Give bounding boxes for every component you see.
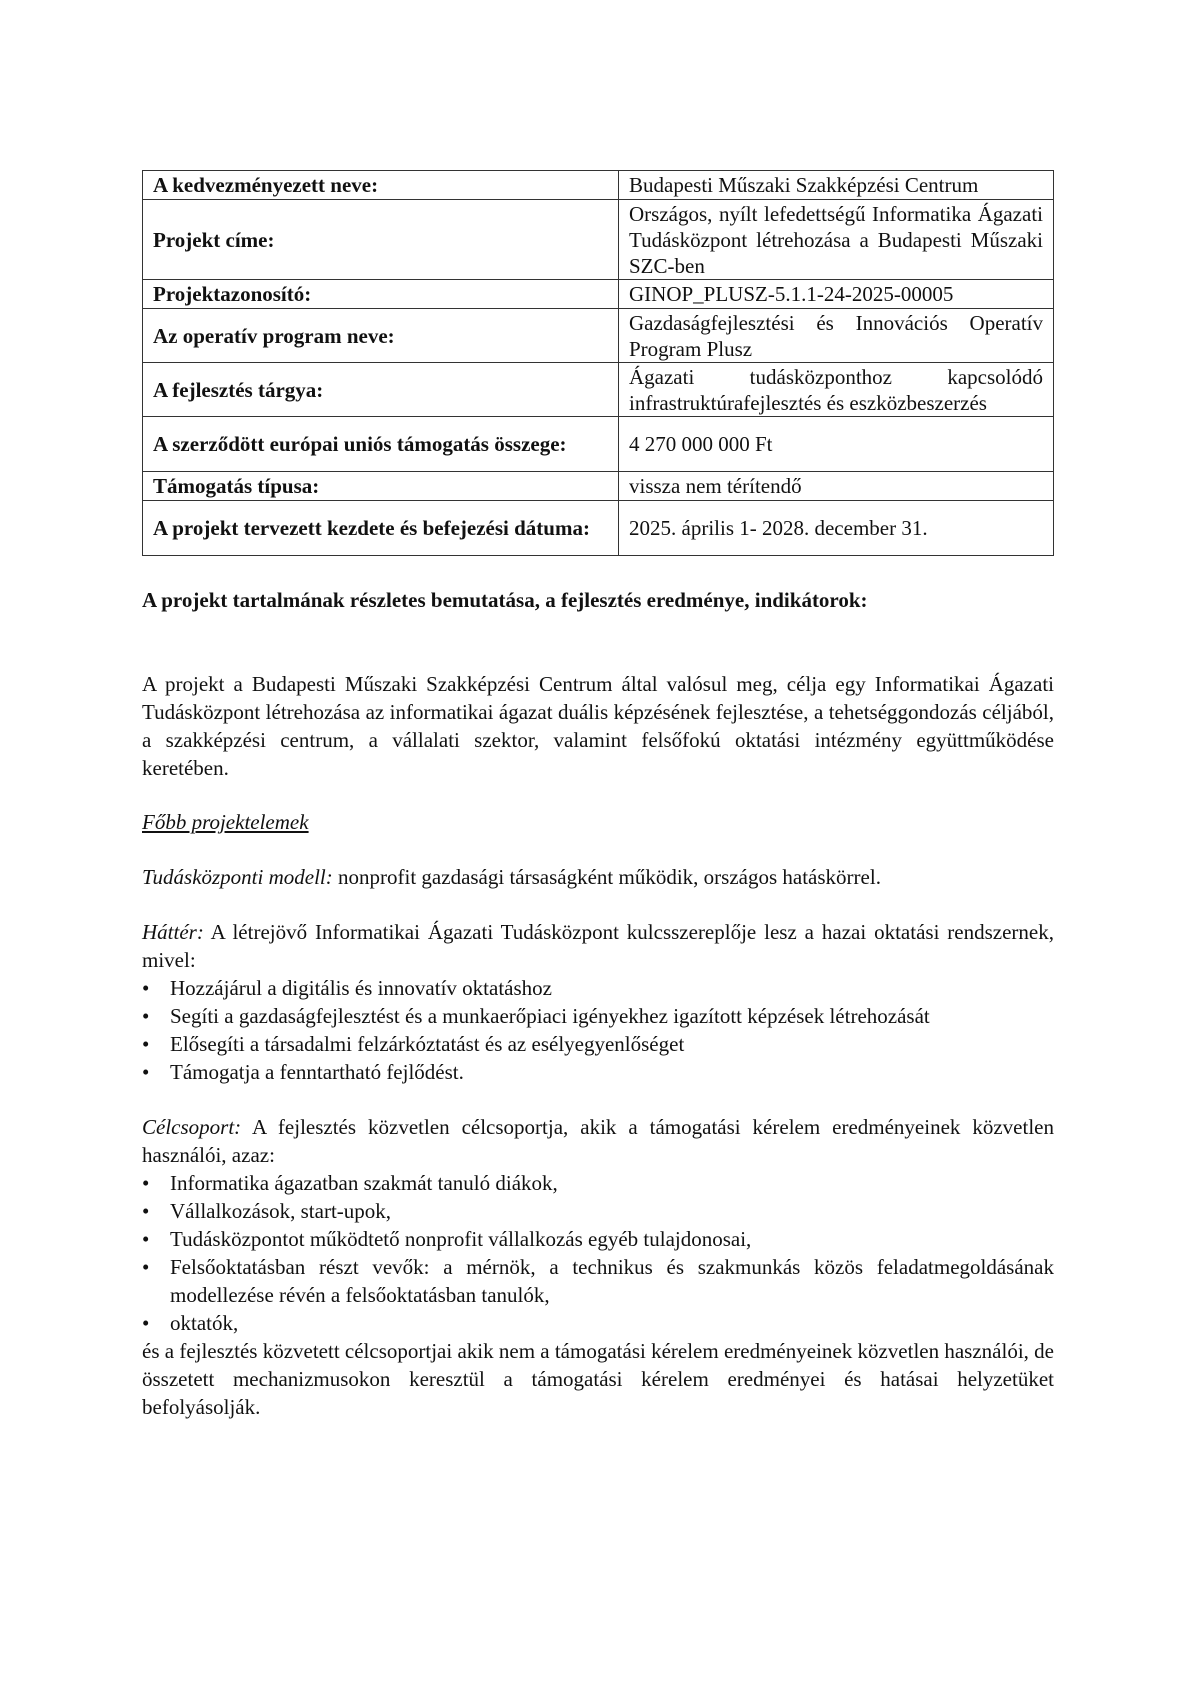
- bullet-icon: •: [142, 1060, 150, 1084]
- bullet-icon: •: [142, 1171, 150, 1195]
- document-page: [142, 170, 1054, 1421]
- model-label: Tudásközponti modell:: [142, 865, 333, 889]
- table-row: [143, 171, 1054, 200]
- list-item: [142, 1253, 1054, 1309]
- table-row: [143, 501, 1054, 556]
- model-text: nonprofit gazdasági társaságként működik, országos hatáskörrel.: [332, 865, 881, 889]
- background-section: [142, 918, 1054, 1086]
- list-item: [142, 1002, 1054, 1030]
- target-text: A fejlesztés közvetlen célcsoportja, akik a támogatási kérelem eredményeinek közvetlen használói, azaz:: [142, 1115, 1054, 1167]
- list-item-text: Segíti a gazdaságfejlesztést és a munkaerőpiaci igényekhez igazított képzések létrehozását: [170, 1004, 930, 1028]
- list-item-text: oktatók,: [170, 1311, 239, 1335]
- list-item: [142, 974, 1054, 1002]
- bullet-icon: •: [142, 1199, 150, 1223]
- project-info-table: [142, 170, 1054, 556]
- row-value: Gazdaságfejlesztési és Innovációs Operatív Program Plusz: [619, 309, 1054, 363]
- target-paragraph: [142, 1113, 1054, 1169]
- bullet-icon: •: [142, 1004, 150, 1028]
- row-label: Támogatás típusa:: [143, 472, 619, 501]
- background-label: Háttér:: [142, 920, 204, 944]
- table-row: [143, 417, 1054, 472]
- list-item-text: Felsőoktatásban részt vevők: a mérnök, a technikus és szakmunkás közös feladatmegoldásának modellezése révén a felsőoktatásban tanulók,: [170, 1255, 1054, 1307]
- target-closing: és a fejlesztés közvetett célcsoportjai akik nem a támogatási kérelem eredményeinek közvetlen használói, de összetett mechanizmusokon keresztül a támogatási kérelem eredményei és hatásai helyzetüket befolyásolják.: [142, 1339, 1054, 1419]
- table-row: [143, 309, 1054, 363]
- intro-paragraph: A projekt a Budapesti Műszaki Szakképzési Centrum által valósul meg, célja egy Informatikai Ágazati Tudásközpont létrehozása az informatikai ágazat duális képzésének fejlesztése, a tehetséggondozás céljából, a szakképzési centrum, a vállalati szektor, valamint felsőfokú oktatási intézmény együttműködése keretében.: [142, 672, 1054, 780]
- list-item: [142, 1309, 1054, 1337]
- model-paragraph: [142, 863, 1054, 891]
- bullet-icon: •: [142, 1311, 150, 1335]
- list-item-text: Informatika ágazatban szakmát tanuló diákok,: [170, 1171, 558, 1195]
- row-label: A projekt tervezett kezdete és befejezési dátuma:: [143, 501, 619, 556]
- list-item-text: Támogatja a fenntartható fejlődést.: [170, 1060, 464, 1084]
- list-item: [142, 1197, 1054, 1225]
- row-value: vissza nem térítendő: [619, 472, 1054, 501]
- list-item-text: Elősegíti a társadalmi felzárkóztatást és az esélyegyenlőséget: [170, 1032, 685, 1056]
- list-item-text: Hozzájárul a digitális és innovatív oktatáshoz: [170, 976, 552, 1000]
- list-item: [142, 1058, 1054, 1086]
- target-list: [142, 1169, 1054, 1337]
- row-label: Projekt címe:: [143, 200, 619, 280]
- row-label: A fejlesztés tárgya:: [143, 363, 619, 417]
- list-item-text: Vállalkozások, start-upok,: [170, 1199, 392, 1223]
- row-value: Országos, nyílt lefedettségű Informatika Ágazati Tudásközpont létrehozása a Budapesti Műszaki SZC-ben: [619, 200, 1054, 280]
- table-row: [143, 280, 1054, 309]
- table-row: [143, 472, 1054, 501]
- row-label: A kedvezményezett neve:: [143, 171, 619, 200]
- bullet-icon: •: [142, 1255, 150, 1279]
- row-value: Ágazati tudásközponthoz kapcsolódó infrastruktúrafejlesztés és eszközbeszerzés: [619, 363, 1054, 417]
- row-value: Budapesti Műszaki Szakképzési Centrum: [619, 171, 1054, 200]
- bullet-icon: •: [142, 976, 150, 1000]
- list-item: [142, 1225, 1054, 1253]
- section-title: Főbb projektelemek: [142, 810, 309, 834]
- row-label: A szerződött európai uniós támogatás összege:: [143, 417, 619, 472]
- list-item-text: Tudásközpontot működtető nonprofit vállalkozás egyéb tulajdonosai,: [170, 1227, 752, 1251]
- row-value: 2025. április 1- 2028. december 31.: [619, 501, 1054, 556]
- list-item: [142, 1169, 1054, 1197]
- row-label: Az operatív program neve:: [143, 309, 619, 363]
- background-list: [142, 974, 1054, 1086]
- content-heading: A projekt tartalmának részletes bemutatása, a fejlesztés eredménye, indikátorok:: [142, 588, 868, 612]
- bullet-icon: •: [142, 1032, 150, 1056]
- target-section: [142, 1113, 1054, 1421]
- row-value: 4 270 000 000 Ft: [619, 417, 1054, 472]
- background-text: A létrejövő Informatikai Ágazati Tudásközpont kulcsszereplője lesz a hazai oktatási rendszernek, mivel:: [142, 920, 1054, 972]
- target-label: Célcsoport:: [142, 1115, 242, 1139]
- list-item: [142, 1030, 1054, 1058]
- table-row: [143, 200, 1054, 280]
- bullet-icon: •: [142, 1227, 150, 1251]
- table-row: [143, 363, 1054, 417]
- row-value: GINOP_PLUSZ-5.1.1-24-2025-00005: [619, 280, 1054, 309]
- row-label: Projektazonosító:: [143, 280, 619, 309]
- background-paragraph: [142, 918, 1054, 974]
